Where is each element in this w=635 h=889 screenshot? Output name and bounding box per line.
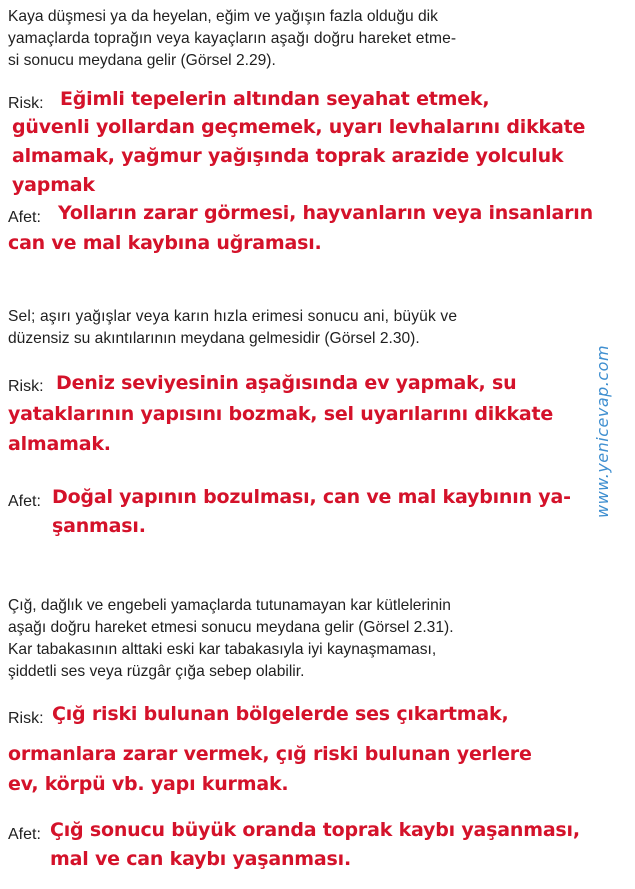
section-3-risk-line-2: ormanlara zarar vermek, çığ riski bulunan yerlere (8, 743, 532, 765)
section-1-risk-line-4: yapmak (12, 174, 95, 196)
section-2-afet-label: Afet: (8, 493, 41, 510)
section-3-risk-line-3: ev, körpü vb. yapı kurmak. (8, 773, 289, 795)
section-3-risk-line-1: Çığ riski bulunan bölgelerde ses çıkartmak, (52, 703, 509, 725)
section-3-desc-line-4: şiddetli ses veya rüzgâr çığa sebep olabilir. (8, 663, 305, 680)
section-3-afet-line-2: mal ve can kaybı yaşanması. (50, 848, 351, 870)
section-2-desc-line-2: düzensiz su akıntılarının meydana gelmesidir (Görsel 2.30). (8, 330, 420, 347)
section-3-afet-line-1: Çığ sonucu büyük oranda toprak kaybı yaşanması, (50, 819, 580, 841)
section-1-desc-line-2: yamaçlarda toprağın veya kayaçların aşağı doğru hareket etme- (8, 30, 457, 47)
section-1-desc-line-3: si sonucu meydana gelir (Görsel 2.29). (8, 52, 276, 69)
section-2-risk-line-3: almamak. (8, 433, 111, 455)
section-1-risk-line-1: Eğimli tepelerin altından seyahat etmek, (60, 88, 490, 110)
section-3-risk-label: Risk: (8, 710, 44, 727)
section-3-desc-line-1: Çığ, dağlık ve engebeli yamaçlarda tutunamayan kar kütlelerinin (8, 597, 451, 614)
section-2-desc-line-1: Sel; aşırı yağışlar veya karın hızla erimesi sonucu ani, büyük ve (8, 308, 458, 325)
section-2-afet-line-2: şanması. (52, 515, 146, 537)
section-1-afet-line-2: can ve mal kaybına uğraması. (8, 232, 322, 254)
section-3-desc-line-2: aşağı doğru hareket etmesi sonucu meydana gelir (Görsel 2.31). (8, 619, 454, 636)
section-1-risk-label: Risk: (8, 95, 44, 112)
section-3-desc-line-3: Kar tabakasının alttaki eski kar tabakasıyla iyi kaynaşmaması, (8, 641, 437, 658)
site-watermark: www.yenicevap.com (593, 344, 612, 518)
section-1-afet-line-1: Yolların zarar görmesi, hayvanların veya insanların (58, 202, 593, 224)
section-3-afet-label: Afet: (8, 826, 41, 843)
section-1-risk-line-3: almamak, yağmur yağışında toprak arazide yolculuk (12, 145, 564, 167)
section-1-desc-line-1: Kaya düşmesi ya da heyelan, eğim ve yağışın fazla olduğu dik (8, 8, 438, 25)
section-2-risk-label: Risk: (8, 378, 44, 395)
section-2-afet-line-1: Doğal yapının bozulması, can ve mal kaybının ya- (52, 486, 571, 508)
section-1-risk-line-2: güvenli yollardan geçmemek, uyarı levhalarını dikkate (12, 116, 586, 138)
section-2-risk-line-2: yataklarının yapısını bozmak, sel uyarılarını dikkate (8, 403, 554, 425)
section-2-risk-line-1: Deniz seviyesinin aşağısında ev yapmak, su (56, 372, 517, 394)
section-1-afet-label: Afet: (8, 209, 41, 226)
